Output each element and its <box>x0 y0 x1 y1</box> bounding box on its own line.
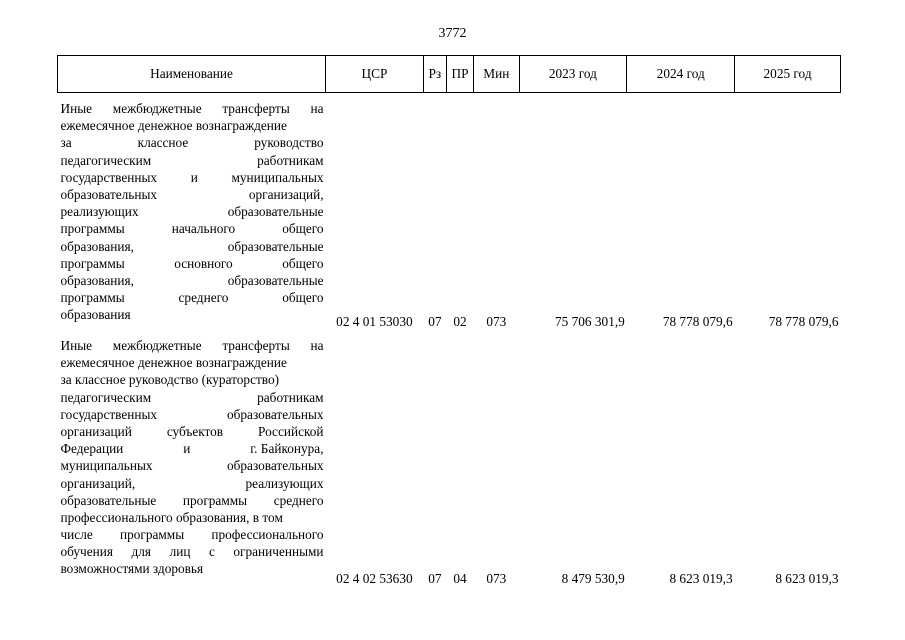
row-min: 073 <box>486 571 507 586</box>
row-name <box>58 330 326 587</box>
name-text-line <box>58 492 326 509</box>
name-word: обучения <box>60 544 113 560</box>
name-word: основного <box>174 255 233 271</box>
name-word: и <box>183 441 191 457</box>
name-word: программы <box>60 221 125 237</box>
page-number: 3772 <box>438 26 467 41</box>
name-word: общего <box>282 255 324 271</box>
name-text-line <box>58 457 326 474</box>
budget-table <box>57 55 841 587</box>
row-amount-2024: 8 623 019,3 <box>669 571 733 586</box>
name-word: образовательных <box>60 186 158 202</box>
name-word: среднего <box>273 492 324 508</box>
table-row <box>58 330 841 587</box>
name-word: государственных <box>60 169 158 185</box>
name-word: образовательные <box>60 492 157 508</box>
name-text-line <box>58 337 326 354</box>
name-text-line <box>58 238 326 255</box>
name-word: образовательных <box>226 406 324 422</box>
row-amount-2023: 75 706 301,9 <box>555 314 625 329</box>
name-word: и <box>190 169 198 185</box>
name-text-line <box>58 560 326 577</box>
name-text-line <box>58 220 326 237</box>
name-word: Российской <box>258 423 324 439</box>
name-word: на <box>310 101 324 116</box>
name-word: образовательные <box>227 272 324 288</box>
name-word: субъектов <box>166 423 224 439</box>
name-text-line <box>58 306 326 323</box>
name-word: Иные <box>60 338 93 353</box>
header-rz: Рз <box>423 56 446 93</box>
name-word: начального <box>171 221 236 237</box>
name-text-line <box>58 371 326 388</box>
row-name <box>58 93 326 331</box>
name-word: программы <box>182 492 248 508</box>
name-word: с <box>208 544 215 560</box>
name-word: профессионального образования, в том <box>60 509 283 525</box>
name-word: организаций, <box>248 186 324 202</box>
row-rz: 07 <box>428 314 442 329</box>
name-text-line <box>58 475 326 492</box>
name-word: педагогическим <box>60 152 152 168</box>
name-word: профессионального <box>211 527 324 543</box>
name-text-line <box>58 389 326 406</box>
name-text-line <box>58 203 326 220</box>
row-amount-2025: 8 623 019,3 <box>775 571 839 586</box>
name-word: руководство <box>254 135 324 151</box>
name-word: для <box>131 544 152 560</box>
name-word: реализующих <box>60 204 139 220</box>
name-word: муниципальных <box>60 458 153 474</box>
name-text-line <box>58 169 326 186</box>
name-word: ежемесячное денежное вознаграждение <box>60 355 287 371</box>
name-text-line <box>58 526 326 543</box>
name-word: межбюджетные <box>112 338 202 353</box>
name-word: работникам <box>257 152 324 168</box>
header-2023: 2023 год <box>519 56 627 93</box>
name-word: образования, <box>60 272 134 288</box>
row-csr: 02 4 01 53030 <box>336 314 413 329</box>
row-pr: 04 <box>453 571 467 586</box>
name-word: организаций, <box>60 475 136 491</box>
name-text-line <box>58 406 326 423</box>
name-text-line <box>58 134 326 151</box>
name-text-line <box>58 100 326 117</box>
name-word: межбюджетные <box>112 101 202 116</box>
name-word: организаций <box>60 423 132 439</box>
name-word: программы <box>119 527 185 543</box>
name-word: г. Байконура, <box>250 441 324 457</box>
name-text-line <box>58 440 326 457</box>
name-word: среднего <box>178 290 229 306</box>
name-word: лиц <box>169 544 191 560</box>
name-word: ограниченными <box>233 544 324 560</box>
row-min: 073 <box>486 314 507 329</box>
name-word: общего <box>282 221 324 237</box>
name-text-line <box>58 509 326 526</box>
row-amount-2024: 78 778 079,6 <box>662 314 733 329</box>
name-word: классное <box>137 135 189 151</box>
header-name: Наименование <box>58 56 326 93</box>
header-2025: 2025 год <box>735 56 841 93</box>
name-text-line <box>58 255 326 272</box>
name-word: программы <box>60 255 125 271</box>
name-word: Иные <box>60 101 93 116</box>
table-header-row <box>58 56 841 93</box>
name-text-line <box>58 354 326 371</box>
name-text-line <box>58 272 326 289</box>
name-text-line <box>58 117 326 134</box>
name-word: муниципальных <box>231 169 324 185</box>
name-word: за <box>60 135 72 151</box>
header-min: Мин <box>474 56 519 93</box>
row-rz: 07 <box>428 571 442 586</box>
name-text-line <box>58 152 326 169</box>
name-word: на <box>310 338 324 353</box>
name-word: образовательные <box>227 204 324 220</box>
name-word: образовательных <box>226 458 324 474</box>
header-csr: ЦСР <box>326 56 424 93</box>
name-text-line <box>58 423 326 440</box>
header-pr: ПР <box>446 56 473 93</box>
name-word: трансферты <box>222 338 290 353</box>
row-pr: 02 <box>453 314 467 329</box>
name-word: работникам <box>257 389 324 405</box>
name-text-line <box>58 543 326 560</box>
header-2024: 2024 год <box>627 56 735 93</box>
name-word: Федерации <box>60 441 124 457</box>
table-row <box>58 93 841 331</box>
row-amount-2025: 78 778 079,6 <box>768 314 839 329</box>
name-word: трансферты <box>222 101 290 116</box>
name-word: ежемесячное денежное вознаграждение <box>60 118 287 134</box>
row-csr: 02 4 02 53630 <box>336 571 413 586</box>
name-word: числе <box>60 527 93 543</box>
name-text-line <box>58 186 326 203</box>
name-word: образования, <box>60 238 134 254</box>
name-word: государственных <box>60 406 158 422</box>
name-word: общего <box>282 290 324 306</box>
name-word: за классное руководство (кураторство) <box>60 372 280 388</box>
name-word: программы <box>60 290 125 306</box>
name-word: реализующих <box>245 475 324 491</box>
name-word: педагогическим <box>60 389 152 405</box>
name-word: образования <box>60 307 131 323</box>
name-text-line <box>58 289 326 306</box>
name-word: возможностями здоровья <box>60 561 204 577</box>
name-word: образовательные <box>227 238 324 254</box>
row-amount-2023: 8 479 530,9 <box>561 571 625 586</box>
